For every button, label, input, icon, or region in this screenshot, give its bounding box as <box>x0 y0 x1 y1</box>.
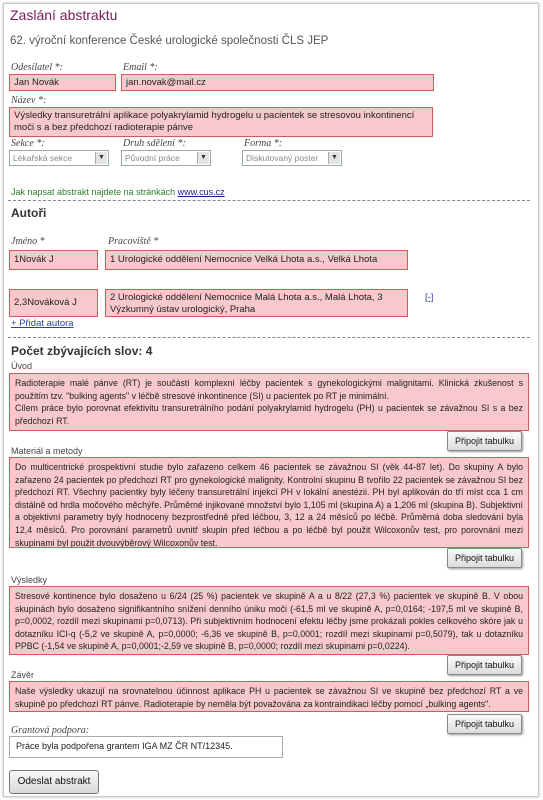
howto-link[interactable]: www.cus.cz <box>177 187 225 197</box>
section-intro-label: Úvod <box>11 361 33 371</box>
section-label: Sekce *: <box>11 138 45 149</box>
chevron-down-icon[interactable]: ▼ <box>328 152 340 164</box>
attach-table-button[interactable]: Připojit tabulku <box>447 548 522 568</box>
section-select[interactable] <box>9 150 109 166</box>
methods-textarea[interactable]: Do multicentrické prospektivní studie bylo zařazeno celkem 46 pacientek se závažnou SI (věk 44-87 let). Do skupiny A bylo zařazeno 24 pacientek po předchozí RT pro gynekologické malignity. Kontrolní skupinu B tvořilo 22 pacientek se závažnou SI bez předchozí RT. Všechny pacientky byly léčeny transuretrální injekcí PH v lokální anestézii. PH byl aplikován do tří míst cca 1 cm distálně od hrdla močového měchýře. Průměrné injikované množství bylo 1,105 ml (skupina A) a 1,206 ml (skupina B). Subjektivní a objektivní parametry byly hodnoceny bezprostředně před léčbou, 3, 12 a 24 měsíců po léčbě. Průměrná doba sledování byla 12,4 měsíců. Pro porovnání parametrů uvnitř skupin před léčbou a po léčbě byl použit Wilcoxonův test, pro porovnání mezi skupinami byl použit dvouvýběrový Wilcoxonův test. <box>9 457 529 548</box>
grant-field[interactable]: Práce byla podpořena grantem IGA MZ ČR NT/12345. <box>9 736 283 758</box>
results-textarea[interactable]: Stresové kontinence bylo dosaženo u 6/24 (25 %) pacientek ve skupině A a u 8/22 (27,3 %) pacientek ve skupině B. V obou skupinách bylo dosaženo signifikantního snížení denního úniku moči (-61,5 ml ve skupině A, p=0,0164; -197,5 ml ve skupině B, p=0,0002, rozdíl mezi skupinami p=0,0713). Při subjektivním hodnocení efektu léčby jsme prokázali pokles celkového skóre jak u dotazníku ICI-q (-5,2 ve skupině A, p=0,0000; -6,36 ve skupině B, p=0,0001; rozdíl mezi skupinami p=0,5079), tak u dotazníku PPBC (-1,54 ve skupině A, p=0,0001;-2,59 ve skupině B, p=0,0000; rozdíl mezi skupinami p=0,0224). <box>9 586 529 655</box>
form-select[interactable] <box>242 150 342 166</box>
attach-table-button[interactable]: Připojit tabulku <box>447 714 522 734</box>
section-results-label: Výsledky <box>11 575 48 585</box>
name-label: Název *: <box>11 95 47 106</box>
author-name-col: Jméno * <box>11 236 45 247</box>
abstract-title-field[interactable]: Výsledky transuretrální aplikace polyakrylamid hydrogelu u pacientek se stresovou inkontinencí moči s a bez předchozí radioterapie pánve <box>9 107 433 137</box>
form-type-label: Forma *: <box>244 138 283 149</box>
type-select-value: Původní práce <box>125 153 180 163</box>
section-methods-label: Materiál a metody <box>11 446 83 456</box>
author-workplace-col: Pracoviště * <box>108 236 159 247</box>
author-workplace-field[interactable]: 2 Urologické oddělení Nemocnice Malá Lhota a.s., Malá Lhota, 3 Výzkumný ústav urologický, Praha <box>105 289 408 317</box>
chevron-down-icon[interactable]: ▼ <box>95 152 107 164</box>
type-label: Druh sdělení *: <box>123 138 186 149</box>
attach-table-button[interactable]: Připojit tabulku <box>447 655 522 675</box>
author-workplace-field[interactable]: 1 Urologické oddělení Nemocnice Velká Lhota a.s., Velká Lhota <box>105 250 408 270</box>
section-select-value: Lékařská sekce <box>13 153 73 163</box>
word-count: Počet zbývajících slov: 4 <box>11 344 153 358</box>
type-select[interactable] <box>121 150 211 166</box>
howto-text: Jak napsat abstrakt najdete na stránkách <box>11 187 176 197</box>
form-select-value: Diskutovaný poster <box>246 153 319 163</box>
authors-heading: Autoři <box>11 206 47 220</box>
divider <box>8 337 530 338</box>
email-field[interactable]: jan.novak@mail.cz <box>121 74 434 91</box>
howto-hint <box>11 187 225 197</box>
page-title: Zaslání abstraktu <box>10 7 118 23</box>
submit-button[interactable]: Odeslat abstrakt <box>9 770 99 794</box>
attach-table-button[interactable]: Připojit tabulku <box>447 431 522 451</box>
section-conclusion-label: Závěr <box>11 670 35 680</box>
add-author-link[interactable]: + Přidat autora <box>11 318 74 329</box>
grant-label: Grantová podpora: <box>11 725 90 736</box>
conference-name: 62. výroční konference České urologické společnosti ČLS JEP <box>10 35 329 47</box>
email-label: Email *: <box>123 62 158 73</box>
sender-field[interactable]: Jan Novák <box>9 74 116 91</box>
sender-label: Odesílatel *: <box>11 62 63 73</box>
conclusion-textarea[interactable]: Naše výsledky ukazují na srovnatelnou účinnost aplikace PH u pacientek se závažnou SI ve skupině bez předchozí RT a ve skupině po předchozí RT pánve. Radioterapie by neměla být považována za kontraindikaci léčby pomocí „bulking agents". <box>9 681 529 712</box>
divider <box>8 200 530 201</box>
remove-author-link[interactable]: [-] <box>425 292 434 303</box>
intro-textarea[interactable]: Radioterapie malé pánve (RT) je součástí komplexní léčby pacientek s gynekologickými malignitami. Klinická zkušenost s použitím tzv. "bulking agents" v léčbě stresové inkontinence (SI) u pacientek po RT je minimální. Cílem práce bylo porovnat efektivitu transuretrálního podání polyakrylamid hydrogelu (PH) u pacientek se závažnou SI s a bez předchozí RT. <box>9 373 529 431</box>
author-name-field[interactable]: 2,3Nováková J <box>9 289 98 317</box>
author-name-field[interactable]: 1Novák J <box>9 250 98 270</box>
chevron-down-icon[interactable]: ▼ <box>197 152 209 164</box>
